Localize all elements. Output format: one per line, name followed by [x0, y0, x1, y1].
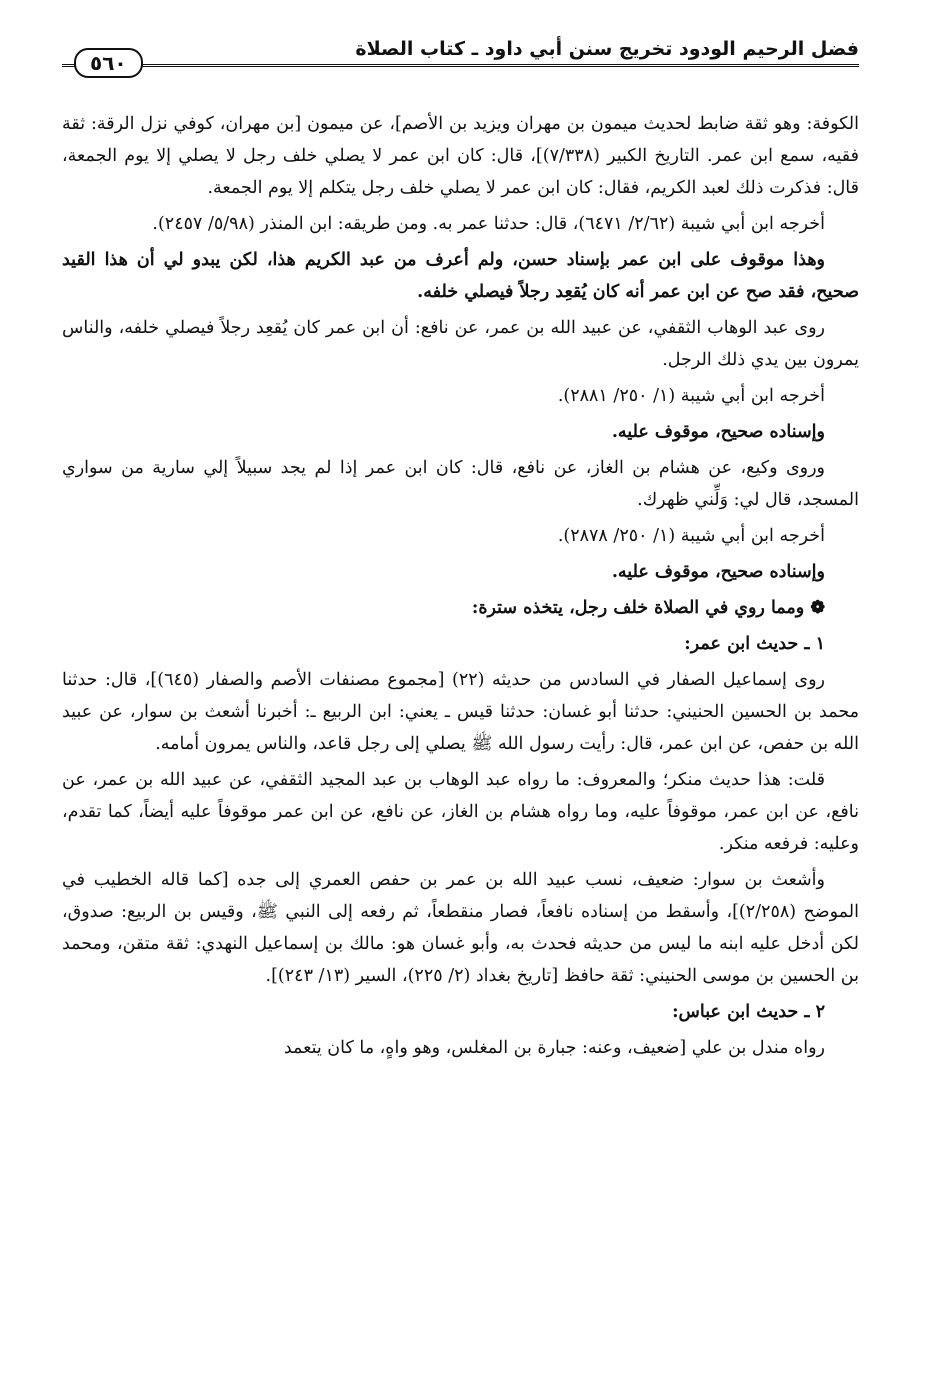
page-header [62, 38, 859, 90]
subsection-heading: ١ ـ حديث ابن عمر: [684, 634, 825, 654]
paragraph: أخرجه ابن أبي شيبة (١/ ٢٥٠/ ٢٨٨١). [557, 386, 825, 406]
body-text [62, 108, 859, 1068]
paragraph: رواه مندل بن علي [ضعيف، وعنه: جبارة بن المغلس، وهو واهٍ، ما كان يتعمد [283, 1038, 825, 1058]
paragraph: وروى وكيع، عن هشام بن الغاز، عن نافع، قال: كان ابن عمر إذا لم يجد سبيلاً إلي سارية من سواري المسجد، قال لي: وَلِّني ظهرك. [62, 458, 859, 510]
page-number: ٥٦٠ [74, 48, 143, 78]
paragraph: روى إسماعيل الصفار في السادس من حديثه (٢٢) [مجموع مصنفات الأصم والصفار (٦٤٥)]، قال: حدثنا محمد بن الحسين الحنيني: حدثنا أبو غسان: حدثنا قيس ـ يعني: ابن الربيع ـ: أخبرنا أشعث بن سوار، عن عبيد الله بن حفص، عن ابن عمر، قال: رأيت رسول الله ﷺ يصلي إلى رجل قاعد، والناس يمرون أمامه. [62, 670, 859, 754]
paragraph: الكوفة: وهو ثقة ضابط لحديث ميمون بن مهران ويزيد بن الأصم]، عن ميمون [بن مهران، كوفي نزل الرقة: ثقة فقيه، سمع ابن عمر. التاريخ الكبير (٧/٣٣٨)]، قال: كان ابن عمر لا يصلي خلف رجل لا يصلي إلا يوم الجمعة، قال: فذكرت ذلك لعبد الكريم، فقال: كان ابن عمر لا يصلي خلف رجل يتكلم إلا يوم الجمعة. [62, 114, 859, 198]
paragraph: قلت: هذا حديث منكر؛ والمعروف: ما رواه عبد الوهاب بن عبد المجيد الثقفي، عن عبيد الله بن عمر، عن نافع، عن ابن عمر، موقوفاً عليه، وما رواه هشام بن الغاز، عن نافع، عن ابن عمر موقوفاً عليه أيضاً، كما تقدم، وعليه: فرفعه منكر. [62, 770, 859, 854]
paragraph: أخرجه ابن أبي شيبة (٢/٦٢/ ٦٤٧١)، قال: حدثنا عمر به. ومن طريقه: ابن المنذر (٥/٩٨/ ٢٤٥٧). [152, 214, 825, 234]
paragraph: وأشعث بن سوار: ضعيف، نسب عبيد الله بن عمر بن حفص العمري إلى جده [كما قاله الخطيب في الموضح (٢/٢٥٨)]، وأسقط من إسناده نافعاً، فصار منقطعاً، ثم رفعه إلى النبي ﷺ، وقيس بن الربيع: صدوق، لكن أدخل عليه ابنه ما ليس من حديثه فحدث به، وأبو غسان هو: مالك بن إسماعيل النهدي: ثقة متقن، ومحمد بن الحسين بن موسى الحنيني: ثقة حافظ [تاريخ بغداد (٢/ ٢٢٥)، السير (١٣/ ٢٤٣)]. [62, 870, 859, 986]
paragraph: وهذا موقوف على ابن عمر بإسناد حسن، ولم أعرف من عبد الكريم هذا، لكن يبدو لي أن هذا القيد صحيح، فقد صح عن ابن عمر أنه كان يُقعِد رجلاً فيصلي خلفه. [62, 250, 859, 302]
paragraph: أخرجه ابن أبي شيبة (١/ ٢٥٠/ ٢٨٧٨). [557, 526, 825, 546]
header-rule [62, 64, 859, 67]
subsection-heading: ٢ ـ حديث ابن عباس: [672, 1002, 825, 1022]
section-heading: ❁ ومما روي في الصلاة خلف رجل، يتخذه سترة: [471, 598, 825, 618]
paragraph: وإسناده صحيح، موقوف عليه. [611, 422, 825, 442]
running-title: فضل الرحيم الودود تخريج سنن أبي داود ـ كتاب الصلاة [355, 38, 859, 60]
paragraph: وإسناده صحيح، موقوف عليه. [611, 562, 825, 582]
paragraph: روى عبد الوهاب الثقفي، عن عبيد الله بن عمر، عن نافع: أن ابن عمر كان يُقعِد رجلاً فيصلي خلفه، والناس يمرون بين يدي ذلك الرجل. [62, 318, 859, 370]
